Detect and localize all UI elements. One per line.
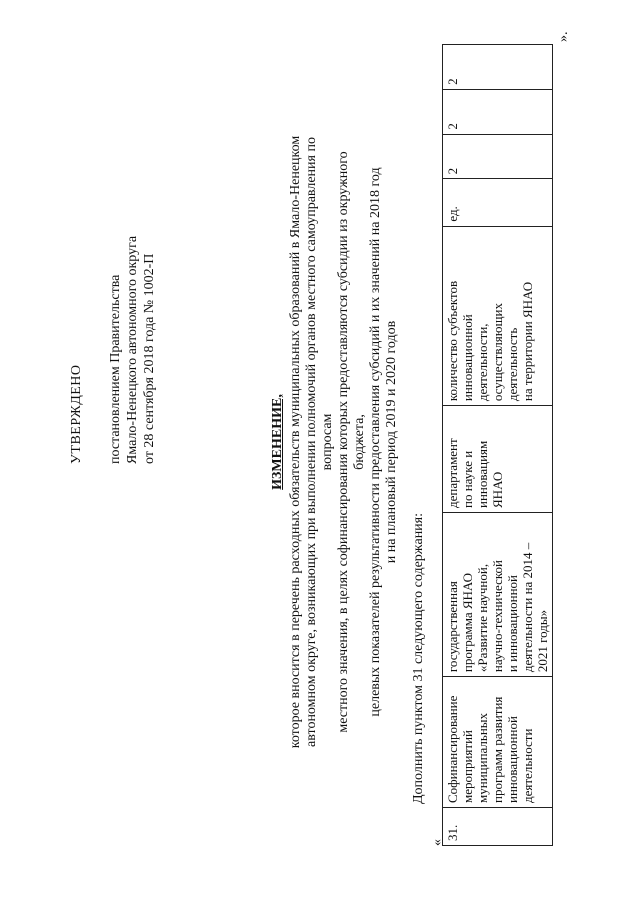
quote-close: ». (556, 31, 571, 42)
cell-indicator: количество субъектов инновационной деятельности, осуществляющих деятельность на территории ЯНАО (443, 226, 553, 405)
heading-line: которое вносится в перечень расходных обязательств муниципальных образований в Ямало-Ненецком (288, 135, 303, 749)
approval-line: постановлением Правительства (108, 274, 123, 464)
cell-department: департамент по науке и инновациям ЯНАО (443, 406, 553, 513)
approval-title: УТВЕРЖДЕНО (69, 364, 84, 464)
rotated-page (60, 22, 580, 882)
cell-value-2019: 2 (443, 89, 553, 134)
cell-obligation-name: Софинансирование мероприятий муниципальных программ развития инновационной деятельности (443, 677, 553, 808)
cell-unit: ед. (443, 179, 553, 226)
quote-open: « (430, 839, 445, 846)
cell-number: 31. (443, 807, 553, 845)
heading-line: местного значения, в целях софинансирования которых предоставляются субсидии из окружного бюджета, (336, 151, 367, 733)
obligations-table (442, 44, 553, 846)
cell-program: государственная программа ЯНАО «Развитие научной, научно-технической и инновационной деятельности на 2014 – 2021 годы» (443, 512, 553, 676)
heading-title: ИЗМЕНЕНИЕ, (270, 394, 285, 490)
approval-line: от 28 сентября 2018 года № 1002-П (142, 253, 157, 464)
table-row (443, 45, 553, 846)
intro-text: Дополнить пунктом 31 следующего содержания: (411, 512, 426, 804)
cell-value-2018: 2 (443, 134, 553, 179)
heading-line: и на плановый период 2019 и 2020 годов (384, 320, 399, 564)
heading-line: автономном округе, возникающих при выполнении полномочий органов местного самоуправления по вопросам (304, 137, 335, 747)
heading-line: целевых показателей результативности предоставления субсидий и их значений на 2018 год (368, 167, 383, 717)
document-heading (270, 122, 400, 762)
approval-line: Ямало-Ненецкого автономного округа (125, 235, 140, 464)
cell-value-2020: 2 (443, 45, 553, 90)
approval-block (68, 134, 158, 464)
